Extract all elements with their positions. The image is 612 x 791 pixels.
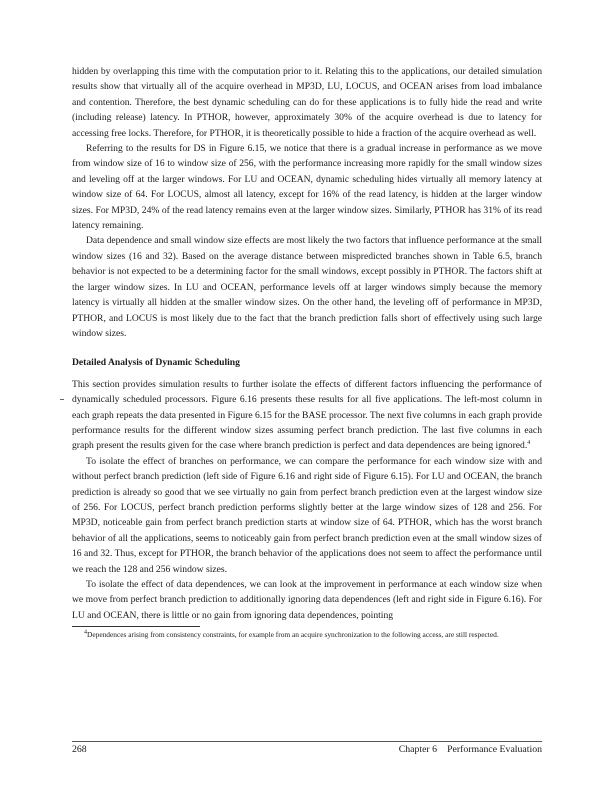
paragraph-1: hidden by overlapping this time with the computation prior to it. Relating this to the applications, our detailed simulation results show that virtually all of the acquire overhead in MP3D, LU, LOCUS, and OCEAN arises from load imbalance and contention. Therefore, the best dynamic scheduling can do for these applications is to fully hide the read and write (including release) latency. In PTHOR, however, approximately 30% of the acquire overhead is due to latency for accessing free locks. Therefore, for PTHOR, it is theoretically possible to hide a fraction of the acquire overhead as well.	[72, 66, 542, 139]
page-number: 268	[72, 744, 87, 755]
running-footer	[399, 744, 542, 755]
chapter-title: Performance Evaluation	[447, 744, 542, 755]
page-body	[72, 64, 542, 640]
footnote-reference: 4	[527, 440, 531, 447]
footnote	[72, 630, 542, 640]
margin-mark	[60, 399, 64, 400]
section-paragraph-1	[72, 377, 542, 454]
footnote-divider	[72, 626, 200, 627]
section-paragraph-1-text: This section provides simulation results to further isolate the effects of different factors influencing the performance of dynamically scheduled processors. Figure 6.16 presents these results for all five applications. The left-most column in each graph repeats the data presented in Figure 6.15 for the BASE processor. The next five columns in each graph provide performance results for the different window sizes assuming perfect branch prediction. The last five columns in each graph present the results given for the case where branch prediction is perfect and data dependences are being ignored.	[72, 378, 542, 452]
chapter-label: Chapter 6	[398, 744, 438, 755]
section-heading: Detailed Analysis of Dynamic Scheduling	[72, 357, 240, 369]
footnote-text: Dependences arising from consistency constraints, for example from an acquire synchronization to the following access, are still respected.	[87, 630, 499, 640]
section-paragraph-3: To isolate the effect of data dependences, we can look at the improvement in performance at each window size when we move from perfect branch prediction to additionally ignoring data dependences (left and right side in Figure 6.16). For LU and OCEAN, there is little or no gain from ignoring data dependences, pointing	[72, 579, 542, 621]
section-paragraph-2: To isolate the effect of branches on performance, we can compare the performance for each window size with and without perfect branch prediction (left side of Figure 6.16 and right side of Figure 6.15). For LU and OCEAN, the branch prediction is already so good that we see virtually no gain from perfect branch prediction even at the largest window size of 256. For LOCUS, perfect branch prediction performs slightly better at the large window sizes of 128 and 256. For MP3D, noticeable gain from perfect branch prediction starts at window size of 64. PTHOR, which has the worst branch behavior of all the applications, seems to noticeably gain from perfect branch prediction even at the small window sizes of 16 and 32. Thus, except for PTHOR, the branch behavior of the applications does not seem to affect the performance until we reach the 128 and 256 window sizes.	[72, 455, 542, 575]
paragraph-2: Referring to the results for DS in Figure 6.15, we notice that there is a gradual increase in performance as we move from window size of 16 to window size of 256, with the performance increasing more rapidly for the small window sizes and leveling off at the larger windows. For LU and OCEAN, dynamic scheduling hides virtually all memory latency at window size of 64. For LOCUS, almost all latency, except for 16% of the read latency, is hidden at the larger window sizes. For MP3D, 24% of the read latency remains even at the larger window sizes. Similarly, PTHOR has 31% of its read latency remaining.	[72, 143, 542, 232]
footnote-marker: 4	[84, 629, 87, 636]
paragraph-3: Data dependence and small window size effects are most likely the two factors that influence performance at the small window sizes (16 and 32). Based on the average distance between mispredicted branches shown in Table 6.5, branch behavior is not expected to be a determining factor for the small windows, except possibly in PTHOR. The factors shift at the larger window sizes. In LU and OCEAN, performance levels off at larger windows simply because the memory latency is virtually all hidden at the smaller window sizes. On the other hand, the leveling off of performance in MP3D, PTHOR, and LOCUS is most likely due to the fact that the branch prediction falls short of effectively using such large window sizes.	[72, 235, 542, 339]
page-footer	[72, 741, 542, 755]
